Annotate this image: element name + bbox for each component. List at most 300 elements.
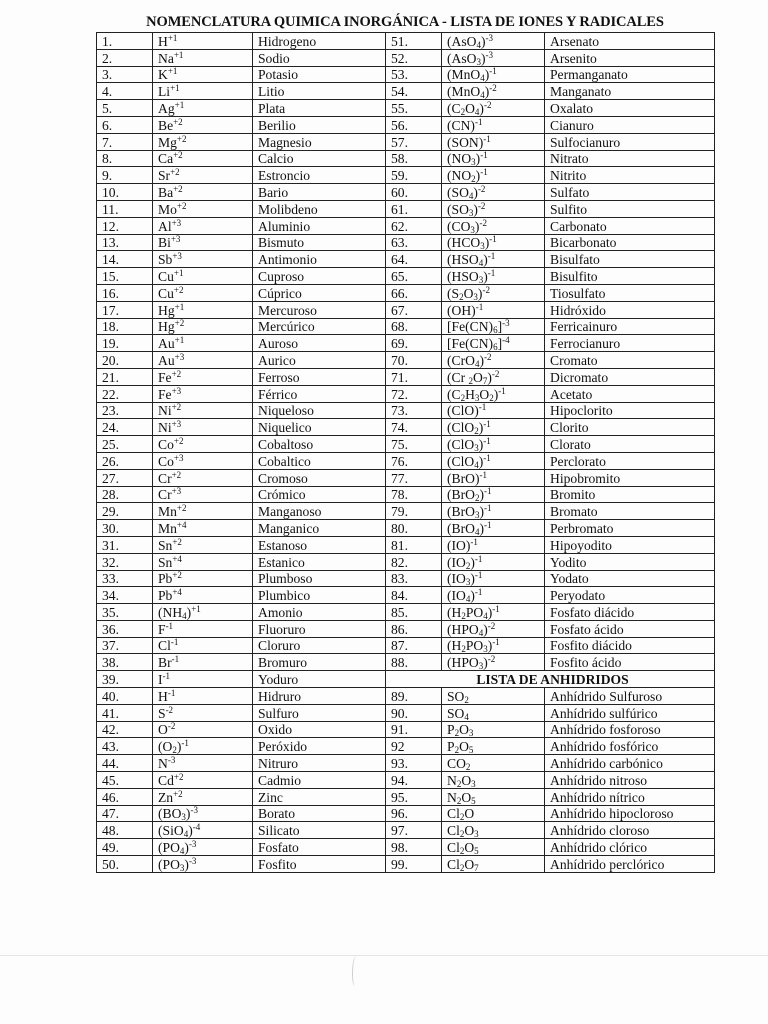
radical-formula <box>442 620 545 637</box>
radical-number: 72. <box>386 385 442 402</box>
table-row <box>97 839 715 856</box>
formula-charge: -1 <box>480 150 488 161</box>
ion-name: Mercúrico <box>253 318 386 335</box>
table-row <box>97 536 715 553</box>
ion-name: Cadmio <box>253 772 386 789</box>
table-row <box>97 637 715 654</box>
radical-number: 66. <box>386 284 442 301</box>
formula-symbol: Ag <box>158 100 175 116</box>
formula-subscript: 3 <box>470 224 475 235</box>
formula-charge: -2 <box>491 368 500 379</box>
formula-symbol: Mn <box>158 520 177 536</box>
table-row <box>97 33 715 50</box>
formula-symbol: Cl <box>447 806 460 822</box>
formula-symbol: Cr <box>158 487 172 503</box>
ion-number: 8. <box>97 150 153 167</box>
anhidrido-name: Anhídrido perclórico <box>545 856 715 873</box>
ion-number: 7. <box>97 133 153 150</box>
formula-symbol: ) <box>478 453 484 469</box>
formula-subscript: 2 <box>454 745 460 755</box>
ion-name: Cloruro <box>253 637 386 654</box>
radical-formula <box>442 133 545 150</box>
ion-number: 18. <box>97 318 153 335</box>
formula-symbol: (IO) <box>447 537 471 553</box>
radical-name: Sulfocianuro <box>545 133 715 150</box>
formula-symbol: (ClO <box>447 420 475 436</box>
anhidrido-number: 94. <box>386 772 442 789</box>
formula-symbol: Ba <box>158 184 174 200</box>
formula-symbol: ) <box>493 386 499 402</box>
formula-symbol: (IO <box>447 588 466 604</box>
formula-charge: +3 <box>171 217 182 228</box>
ion-name: Ferroso <box>253 368 386 385</box>
formula-subscript: 2 <box>461 644 466 654</box>
formula-charge: +2 <box>173 435 184 446</box>
formula-charge: +1 <box>173 267 184 278</box>
radical-number: 65. <box>386 268 442 285</box>
ion-number: 5. <box>97 100 153 117</box>
radical-name: Acetato <box>545 385 715 402</box>
radical-number: 58. <box>386 150 442 167</box>
radical-formula <box>442 335 545 352</box>
scan-fold-line <box>0 955 768 956</box>
formula-symbol: (HSO <box>447 252 479 268</box>
formula-charge: +1 <box>174 335 185 346</box>
formula-symbol: (BrO <box>447 504 475 520</box>
radical-number: 61. <box>386 200 442 217</box>
formula-subscript: 3 <box>474 442 479 453</box>
formula-charge: +4 <box>172 587 182 598</box>
radical-number: 70. <box>386 352 442 369</box>
table-row <box>97 805 715 822</box>
formula-symbol: (IO <box>447 554 466 570</box>
formula-subscript: 3 <box>478 274 484 285</box>
formula-symbol: Cr <box>158 470 172 486</box>
ion-number: 12. <box>97 217 153 234</box>
radical-number: 52. <box>386 49 442 66</box>
table-row <box>97 251 715 268</box>
formula-subscript: 5 <box>474 846 479 856</box>
anhidrido-formula <box>442 704 545 721</box>
ion-formula <box>153 839 253 856</box>
anhidrido-number: 95. <box>386 788 442 805</box>
formula-symbol: ) <box>474 218 480 234</box>
ion-formula <box>153 654 253 671</box>
radical-number: 87. <box>386 637 442 654</box>
anhidrido-number: 96. <box>386 805 442 822</box>
radical-number: 76. <box>386 452 442 469</box>
table-row <box>97 486 715 503</box>
ion-name: Auroso <box>253 335 386 352</box>
formula-charge: -2 <box>483 351 492 362</box>
formula-symbol: ) <box>184 856 189 872</box>
radical-formula <box>442 318 545 335</box>
ion-formula <box>153 688 253 705</box>
ion-name: Cobaltico <box>253 452 386 469</box>
formula-symbol: Ni <box>158 403 172 419</box>
formula-charge: +2 <box>171 402 182 413</box>
radical-name: Dicromato <box>545 368 715 385</box>
ion-number: 38. <box>97 654 153 671</box>
formula-charge: +1 <box>167 32 178 43</box>
formula-symbol: Co <box>158 453 174 469</box>
ion-name: Sodio <box>253 49 386 66</box>
formula-symbol: Cl <box>447 823 460 839</box>
ion-number: 48. <box>97 822 153 839</box>
formula-symbol: ) <box>484 67 490 83</box>
formula-charge: -1 <box>480 167 488 178</box>
ion-formula <box>153 150 253 167</box>
formula-charge: -1 <box>487 251 496 262</box>
ion-number: 9. <box>97 167 153 184</box>
table-row <box>97 620 715 637</box>
formula-symbol: (SON) <box>447 134 484 150</box>
formula-symbol: Pb <box>158 571 173 587</box>
formula-charge: -2 <box>483 99 492 110</box>
formula-charge: -1 <box>478 402 487 413</box>
formula-symbol: ) <box>484 84 490 100</box>
formula-subscript: 3 <box>480 241 485 251</box>
ion-formula <box>153 368 253 385</box>
radical-name: Nitrito <box>545 167 715 184</box>
radical-number: 56. <box>386 116 442 133</box>
formula-symbol: Br <box>158 655 172 671</box>
formula-charge: -1 <box>474 553 483 564</box>
formula-symbol: O <box>461 772 472 788</box>
formula-subscript: 2 <box>489 392 494 403</box>
ion-formula <box>153 553 253 570</box>
radical-number: 83. <box>386 570 442 587</box>
ion-name: Hidruro <box>253 688 386 705</box>
table-row <box>97 704 715 721</box>
formula-symbol: Fe <box>158 369 172 385</box>
radical-name: Bromito <box>545 486 715 503</box>
formula-charge: -1 <box>492 603 500 614</box>
table-row <box>97 133 715 150</box>
formula-subscript: 6 <box>493 342 498 352</box>
ion-name: Hidrogeno <box>253 33 386 50</box>
formula-symbol: Hg <box>158 302 175 318</box>
formula-symbol: [Fe(CN) <box>447 336 494 352</box>
anhidrido-formula <box>442 755 545 772</box>
table-row <box>97 301 715 318</box>
formula-subscript: 2 <box>456 795 462 806</box>
table-row <box>97 66 715 83</box>
formula-subscript: 3 <box>471 778 476 789</box>
formula-charge: -1 <box>474 570 483 581</box>
radical-number: 63. <box>386 234 442 251</box>
radical-name: Arsenito <box>545 49 715 66</box>
table-row <box>97 503 715 520</box>
formula-symbol: (ClO <box>447 436 475 452</box>
formula-symbol: ) <box>479 487 484 503</box>
anhidrido-formula <box>442 839 545 856</box>
ion-name: Cobaltoso <box>253 436 386 453</box>
formula-subscript: 5 <box>468 745 474 755</box>
formula-subscript: 2 <box>465 762 471 772</box>
formula-symbol: (NO <box>447 151 472 167</box>
formula-charge: +1 <box>173 49 184 60</box>
radical-name: Cianuro <box>545 116 715 133</box>
radical-number: 69. <box>386 335 442 352</box>
radical-formula <box>442 503 545 520</box>
table-row <box>97 335 715 352</box>
ion-formula <box>153 452 253 469</box>
ions-table-body <box>97 33 715 873</box>
formula-charge: -1 <box>475 301 484 312</box>
radical-name: Bisulfato <box>545 251 715 268</box>
formula-subscript: 2 <box>459 829 465 839</box>
formula-symbol: S <box>158 705 166 721</box>
formula-subscript: 7 <box>474 862 479 873</box>
formula-symbol: ) <box>483 621 488 637</box>
radical-number: 86. <box>386 620 442 637</box>
anhidrido-number: 89. <box>386 688 442 705</box>
radical-formula <box>442 200 545 217</box>
formula-subscript: 2 <box>461 610 466 621</box>
formula-symbol: Au <box>158 352 175 368</box>
ion-formula <box>153 721 253 738</box>
formula-symbol: (HPO <box>447 655 479 671</box>
formula-symbol: (BrO <box>447 487 475 503</box>
formula-charge: +2 <box>173 771 184 782</box>
formula-symbol: O <box>464 823 475 839</box>
anhidrido-name: Anhídrido hipocloroso <box>545 805 715 822</box>
radical-formula <box>442 604 545 621</box>
table-row <box>97 570 715 587</box>
ion-formula <box>153 805 253 822</box>
ion-name: Peróxido <box>253 738 386 755</box>
ion-number: 20. <box>97 352 153 369</box>
ion-name: Estanoso <box>253 536 386 553</box>
ion-name: Bismuto <box>253 234 386 251</box>
anhidrido-number: 93. <box>386 755 442 772</box>
formula-subscript: 3 <box>471 157 476 167</box>
formula-subscript: 3 <box>474 392 480 403</box>
formula-charge: +2 <box>171 368 182 379</box>
formula-subscript: 3 <box>478 661 484 671</box>
formula-symbol: P <box>447 722 455 738</box>
formula-symbol: ) <box>479 504 484 520</box>
radical-formula <box>442 402 545 419</box>
formula-charge: +2 <box>172 570 182 581</box>
radical-name: Sulfato <box>545 184 715 201</box>
formula-subscript: 6 <box>493 325 498 335</box>
formula-symbol: ) <box>483 655 488 671</box>
anhidridos-section-title: LISTA DE ANHIDRIDOS <box>386 671 715 688</box>
formula-symbol: Hg <box>158 319 175 335</box>
formula-symbol: ) <box>475 151 481 167</box>
ion-name: Plumbico <box>253 587 386 604</box>
table-row <box>97 604 715 621</box>
formula-subscript: 4 <box>465 594 471 604</box>
formula-charge: -3 <box>188 839 197 850</box>
ion-number: 37. <box>97 637 153 654</box>
formula-symbol: ) <box>470 571 475 587</box>
radical-number: 74. <box>386 419 442 436</box>
formula-symbol: Mn <box>158 504 177 520</box>
anhidrido-number: 92 <box>386 738 442 755</box>
formula-symbol: (H <box>447 638 462 654</box>
ion-name: Borato <box>253 805 386 822</box>
radical-name: Fosfato diácido <box>545 604 715 621</box>
table-row <box>97 772 715 789</box>
formula-symbol: (IO <box>447 571 466 587</box>
radical-number: 59. <box>386 167 442 184</box>
ion-number: 32. <box>97 553 153 570</box>
ion-name: Calcio <box>253 150 386 167</box>
formula-symbol: ) <box>479 100 484 116</box>
formula-symbol: O <box>465 100 475 116</box>
ion-formula <box>153 268 253 285</box>
ion-number: 21. <box>97 368 153 385</box>
formula-symbol: (MnO <box>447 84 481 100</box>
anhidrido-number: 98. <box>386 839 442 856</box>
radical-number: 71. <box>386 368 442 385</box>
radical-formula <box>442 251 545 268</box>
radical-number: 68. <box>386 318 442 335</box>
formula-charge: -1 <box>181 738 189 749</box>
formula-symbol: Cu <box>158 285 174 301</box>
table-row <box>97 436 715 453</box>
ion-number: 10. <box>97 184 153 201</box>
formula-subscript: 4 <box>474 459 479 470</box>
table-row <box>97 469 715 486</box>
radical-name: Fosfito diácido <box>545 637 715 654</box>
formula-symbol: ) <box>185 806 191 822</box>
table-row <box>97 755 715 772</box>
radical-formula <box>442 284 545 301</box>
formula-subscript: 4 <box>183 829 189 839</box>
ion-number: 17. <box>97 301 153 318</box>
radical-name: Perbromato <box>545 520 715 537</box>
ion-number: 23. <box>97 402 153 419</box>
anhidrido-number: 91. <box>386 721 442 738</box>
formula-symbol: O <box>459 722 469 738</box>
formula-symbol: (NO <box>447 168 472 184</box>
ion-name: Magnesio <box>253 133 386 150</box>
formula-symbol: (ClO <box>447 453 475 469</box>
ion-number: 41. <box>97 704 153 721</box>
anhidrido-formula <box>442 822 545 839</box>
ion-formula <box>153 436 253 453</box>
ion-name: Niqueloso <box>253 402 386 419</box>
ion-formula <box>153 251 253 268</box>
ion-formula <box>153 234 253 251</box>
ion-name: Aluminio <box>253 217 386 234</box>
formula-symbol: ) <box>477 285 483 301</box>
ion-formula <box>153 116 253 133</box>
formula-symbol: (O <box>158 739 173 755</box>
table-row <box>97 452 715 469</box>
formula-symbol: SO <box>447 705 465 721</box>
radical-name: Hipoyodito <box>545 536 715 553</box>
formula-symbol: N <box>447 789 457 805</box>
formula-symbol: Ni <box>158 420 172 436</box>
ion-number: 24. <box>97 419 153 436</box>
formula-symbol: Mo <box>158 201 177 217</box>
radical-formula <box>442 553 545 570</box>
formula-subscript: 2 <box>468 375 474 386</box>
formula-charge: +1 <box>174 301 185 312</box>
ion-number: 35. <box>97 604 153 621</box>
formula-symbol: ) <box>480 33 486 49</box>
anhidrido-name: Anhídrido nítrico <box>545 788 715 805</box>
ion-number: 27. <box>97 469 153 486</box>
formula-charge: -1 <box>487 267 496 278</box>
formula-charge: -2 <box>167 721 176 732</box>
table-row <box>97 49 715 66</box>
formula-subscript: 3 <box>476 56 481 67</box>
ion-formula <box>153 352 253 369</box>
formula-symbol: ) <box>470 554 475 570</box>
formula-symbol: ) <box>188 823 193 839</box>
formula-subscript: 3 <box>474 829 479 839</box>
anhidrido-name: Anhídrido nitroso <box>545 772 715 789</box>
radical-name: Yodito <box>545 553 715 570</box>
formula-symbol: CO <box>447 756 466 772</box>
table-row <box>97 368 715 385</box>
formula-subscript: 3 <box>468 207 474 218</box>
table-row <box>97 116 715 133</box>
formula-subscript: 3 <box>473 291 478 302</box>
formula-symbol: Li <box>158 84 171 100</box>
formula-symbol: Bi <box>158 235 171 251</box>
radical-formula <box>442 33 545 50</box>
table-row <box>97 553 715 570</box>
ion-name: Yoduro <box>253 671 386 688</box>
formula-symbol: O <box>464 840 475 856</box>
radical-number: 81. <box>386 536 442 553</box>
radical-name: Carbonato <box>545 217 715 234</box>
formula-charge: +2 <box>173 788 183 799</box>
formula-symbol: Au <box>158 336 175 352</box>
formula-symbol: Sn <box>158 554 173 570</box>
formula-subscript: 3 <box>483 644 488 654</box>
formula-charge: -2 <box>487 654 496 665</box>
radical-number: 53. <box>386 66 442 83</box>
formula-charge: +2 <box>173 116 183 127</box>
radical-formula <box>442 100 545 117</box>
radical-formula <box>442 83 545 100</box>
formula-charge: +2 <box>173 284 184 295</box>
formula-charge: -2 <box>482 284 490 295</box>
ion-number: 36. <box>97 620 153 637</box>
formula-subscript: 4 <box>464 711 469 722</box>
formula-charge: -3 <box>190 805 198 816</box>
table-row <box>97 419 715 436</box>
radical-formula <box>442 452 545 469</box>
formula-subscript: 4 <box>468 190 474 201</box>
ion-number: 1. <box>97 33 153 50</box>
formula-symbol: Zn <box>158 789 174 805</box>
radical-number: 57. <box>386 133 442 150</box>
radical-name: Ferrocianuro <box>545 335 715 352</box>
formula-charge: -1 <box>492 637 500 648</box>
radical-formula <box>442 184 545 201</box>
radical-number: 82. <box>386 553 442 570</box>
radical-number: 64. <box>386 251 442 268</box>
formula-symbol: (CrO <box>447 352 475 368</box>
ion-name: Litio <box>253 83 386 100</box>
ion-number: 25. <box>97 436 153 453</box>
radical-number: 75. <box>386 436 442 453</box>
formula-subscript: 2 <box>459 846 465 856</box>
formula-charge: +1 <box>191 603 201 614</box>
formula-subscript: 2 <box>456 778 462 789</box>
formula-symbol: (NH <box>158 604 183 620</box>
ion-formula <box>153 301 253 318</box>
